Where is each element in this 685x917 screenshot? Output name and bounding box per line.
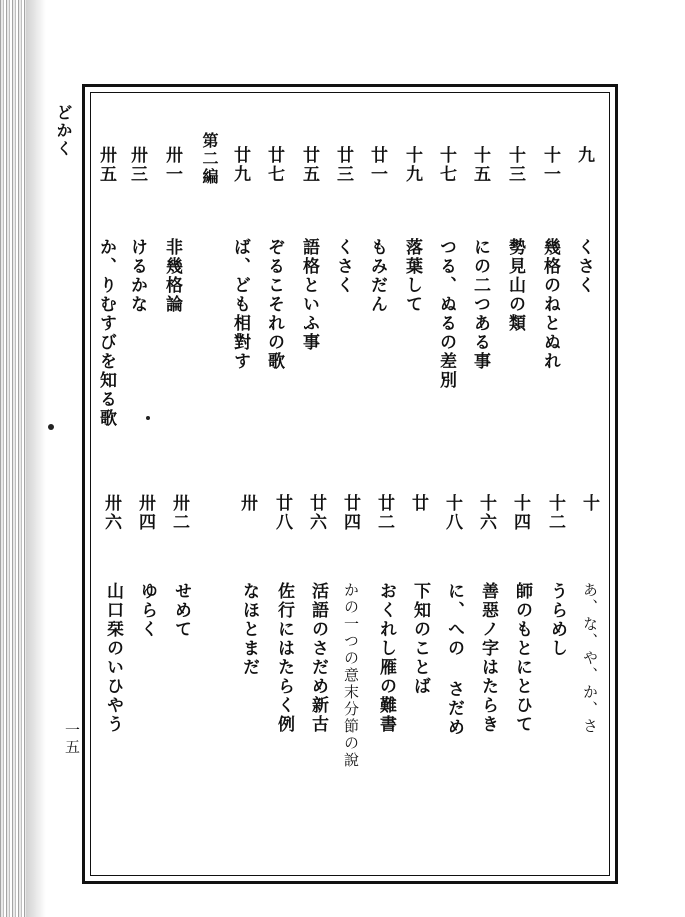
toc-title: かの一つの意末分節の說 bbox=[342, 582, 360, 769]
toc-num: 廿五 bbox=[299, 146, 319, 184]
toc-title: 非幾格論 bbox=[162, 238, 182, 314]
toc-num: 廿九 bbox=[230, 146, 250, 184]
toc-num: 十四 bbox=[510, 494, 530, 532]
toc-title: 山口栞のいひやう bbox=[103, 582, 123, 734]
toc-title: 活語のさだめ新古 bbox=[308, 582, 328, 734]
toc-num: 廿 bbox=[408, 494, 428, 513]
toc-title: 師のもとにとひて bbox=[512, 582, 532, 734]
ink-speck bbox=[146, 416, 150, 420]
toc-num: 廿八 bbox=[272, 494, 292, 532]
toc-num: 廿一 bbox=[367, 146, 387, 184]
toc-title: 語格といふ事 bbox=[299, 238, 319, 352]
toc-title: つる、ぬるの差別 bbox=[436, 238, 456, 390]
binding-shadow bbox=[0, 0, 26, 917]
toc-title: に、への さだめ bbox=[444, 582, 464, 737]
toc-title: うらめし bbox=[547, 582, 567, 658]
toc-title: もみだん bbox=[367, 238, 387, 314]
toc-title: おくれし雁の難書 bbox=[376, 582, 396, 734]
running-head: どかく bbox=[54, 104, 73, 158]
toc-num: 卅四 bbox=[135, 494, 155, 532]
toc-num: 十五 bbox=[470, 146, 490, 184]
toc-num: 十九 bbox=[402, 146, 422, 184]
toc-num: 十一 bbox=[540, 146, 560, 184]
toc-title: くさく bbox=[333, 238, 353, 295]
toc-num: 卅二 bbox=[169, 494, 189, 532]
toc-title: 幾格のねとぬれ bbox=[540, 238, 560, 371]
toc-title: ぞるこそれの歌 bbox=[264, 238, 284, 371]
toc-title: か、りむすびを知る歌 bbox=[96, 238, 116, 428]
toc-title: あ、な、や、か、さ bbox=[581, 582, 599, 735]
toc-title: 善惡ノ字はたらき bbox=[478, 582, 498, 734]
toc-num: 十六 bbox=[476, 494, 496, 532]
toc-num: 廿七 bbox=[264, 146, 284, 184]
toc-num: 十八 bbox=[442, 494, 462, 532]
toc-title: ゆらく bbox=[137, 582, 157, 639]
binding-shadow-fade bbox=[26, 0, 46, 917]
toc-title: にの二つある事 bbox=[470, 238, 490, 371]
toc-num: 卅一 bbox=[162, 146, 182, 184]
toc-num: 九 bbox=[574, 146, 594, 165]
toc-num: 卅五 bbox=[96, 146, 116, 184]
page-number: 一五 bbox=[63, 722, 81, 756]
toc-num: 廿六 bbox=[306, 494, 326, 532]
toc-num: 廿三 bbox=[333, 146, 353, 184]
toc-title: けるかな bbox=[127, 238, 147, 314]
toc-num: 十 bbox=[579, 494, 599, 513]
toc-num: 十二 bbox=[545, 494, 565, 532]
toc-num: 卅六 bbox=[101, 494, 121, 532]
part-heading: 第二編 bbox=[200, 132, 219, 186]
toc-title: くさく bbox=[574, 238, 594, 295]
toc-title: なほとまだ bbox=[239, 582, 259, 677]
toc-title: せめて bbox=[171, 582, 191, 639]
toc-title: 勢見山の類 bbox=[505, 238, 525, 333]
toc-title: 佐行にはたらく例 bbox=[274, 582, 294, 734]
toc-num: 廿四 bbox=[340, 494, 360, 532]
toc-num: 卅三 bbox=[127, 146, 147, 184]
toc-title: ば、ども相對す bbox=[230, 238, 250, 371]
ink-speck bbox=[48, 424, 54, 430]
toc-title: 下知のことば bbox=[410, 582, 430, 696]
toc-num: 十七 bbox=[436, 146, 456, 184]
toc-title: 落葉して bbox=[402, 238, 422, 314]
toc-num: 廿二 bbox=[374, 494, 394, 532]
toc-num: 十三 bbox=[505, 146, 525, 184]
toc-num: 卅 bbox=[237, 494, 257, 513]
